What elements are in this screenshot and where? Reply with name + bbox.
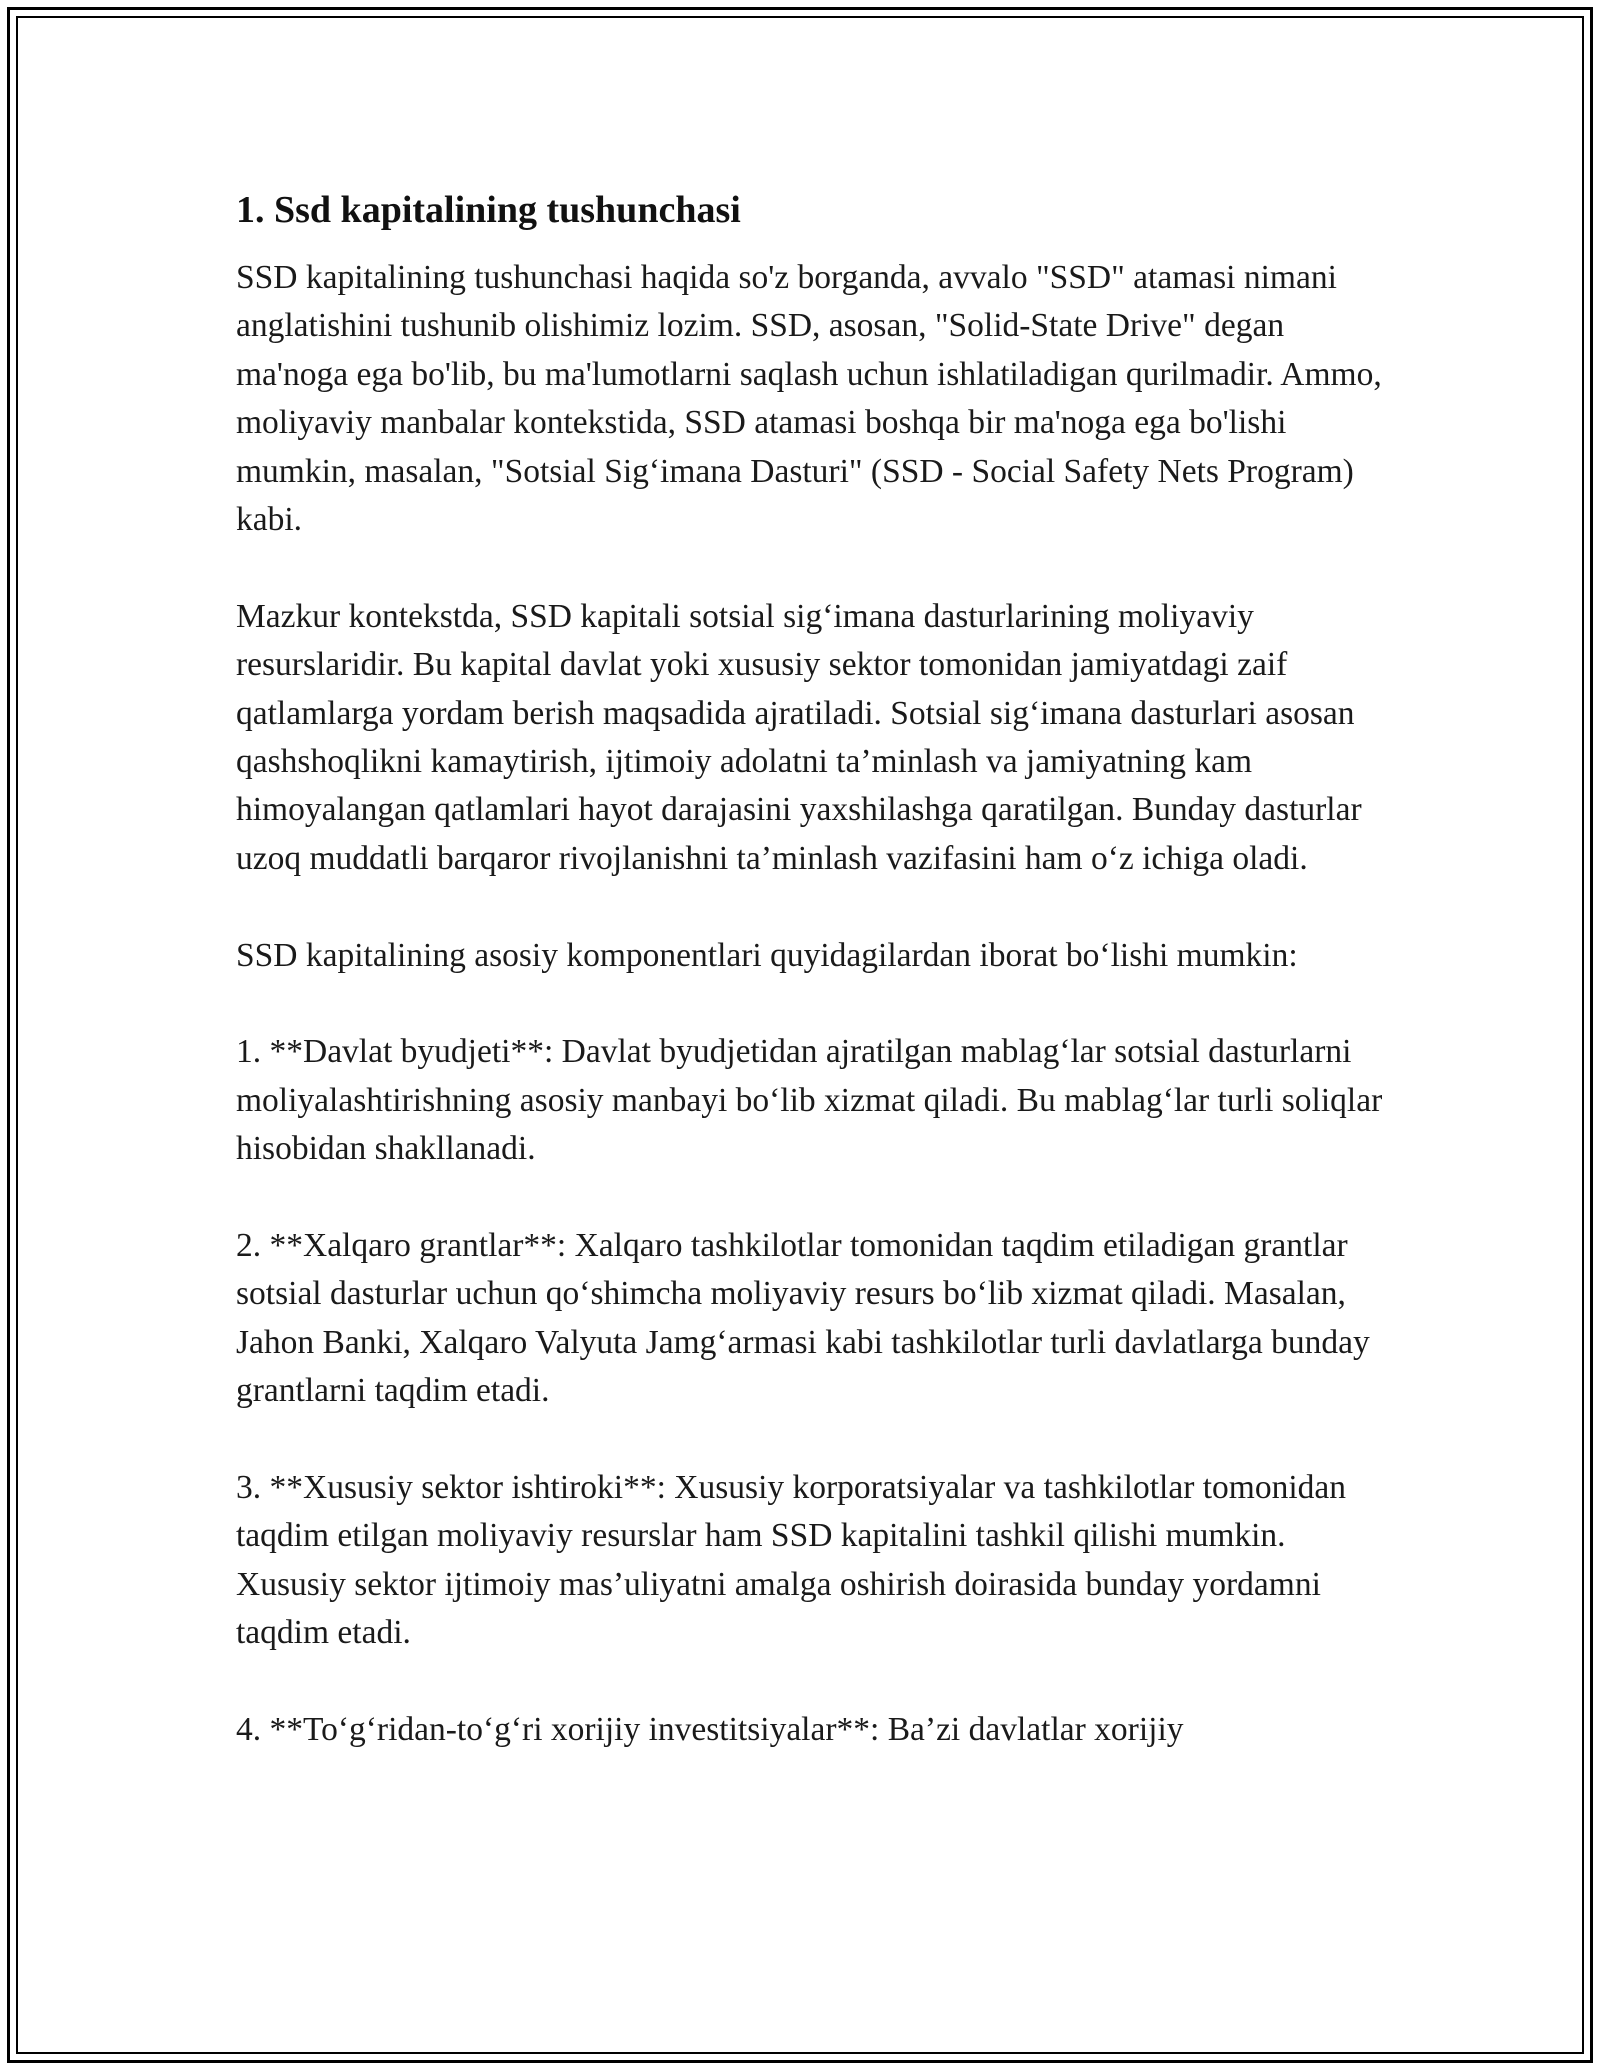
list-item-international-grants: 2. **Xalqaro grantlar**: Xalqaro tashkilotlar tomonidan taqdim etiladigan grantlar sotsial dasturlar uchun qo‘shimcha moliyaviy resurs bo‘lib xizmat qiladi. Masalan, Jahon Banki, Xalqaro Valyuta Jamg‘armasi kabi tashkilotlar turli davlatlarga bunday grantlarni taqdim etadi. [236,1227,1370,1410]
section-heading: 1. Ssd kapitalining tushunchasi [236,189,741,231]
list-item-foreign-investment: 4. **To‘g‘ridan-to‘g‘ri xorijiy investitsiyalar**: Ba’zi davlatlar xorijiy [236,1711,1184,1749]
list-item-state-budget: 1. **Davlat byudjeti**: Davlat byudjetidan ajratilgan mablag‘lar sotsial dasturlarni moliyalashtirishning asosiy manbayi bo‘lib xizmat qiladi. Bu mablag‘lar turli soliqlar hisobidan shakllanadi. [236,1033,1383,1168]
paragraph-ssd-context: Mazkur kontekstda, SSD kapitali sotsial sig‘imana dasturlarining moliyaviy resurslaridir. Bu kapital davlat yoki xususiy sektor tomonidan jamiyatdagi zaif qatlamlarga yordam berish maqsadida ajratiladi. Sotsial sig‘imana dasturlari asosan qashshoqlikni kamaytirish, ijtimoiy adolatni ta’minlash va jamiyatning kam himoyalangan qatlamlari hayot darajasini yaxshilashga qaratilgan. Bunday dasturlar uzoq muddatli barqaror rivojlanishni ta’minlash vazifasini ham o‘z ichiga oladi. [236,597,1362,877]
document-body [236,186,1386,1803]
paragraph-ssd-definition: SSD kapitalining tushunchasi haqida so'z borganda, avvalo "SSD" atamasi nimani anglatishini tushunib olishimiz lozim. SSD, asosan, "Solid-State Drive" degan ma'noga ega bo'lib, bu ma'lumotlarni saqlash uchun ishlatiladigan qurilmadir. Ammo, moliyaviy manbalar kontekstida, SSD atamasi boshqa bir ma'noga ega bo'lishi mumkin, masalan, "Sotsial Sig‘imana Dasturi" (SSD - Social Safety Nets Program) kabi. [236,259,1382,539]
paragraph-components-intro: SSD kapitalining asosiy komponentlari quyidagilardan iborat bo‘lishi mumkin: [236,936,1298,974]
list-item-private-sector: 3. **Xususiy sektor ishtiroki**: Xususiy korporatsiyalar va tashkilotlar tomonidan taqdim etilgan moliyaviy resurslar ham SSD kapitalini tashkil qilishi mumkin. Xususiy sektor ijtimoiy mas’uliyatni amalga oshirish doirasida bunday yordamni taqdim etadi. [236,1469,1347,1652]
